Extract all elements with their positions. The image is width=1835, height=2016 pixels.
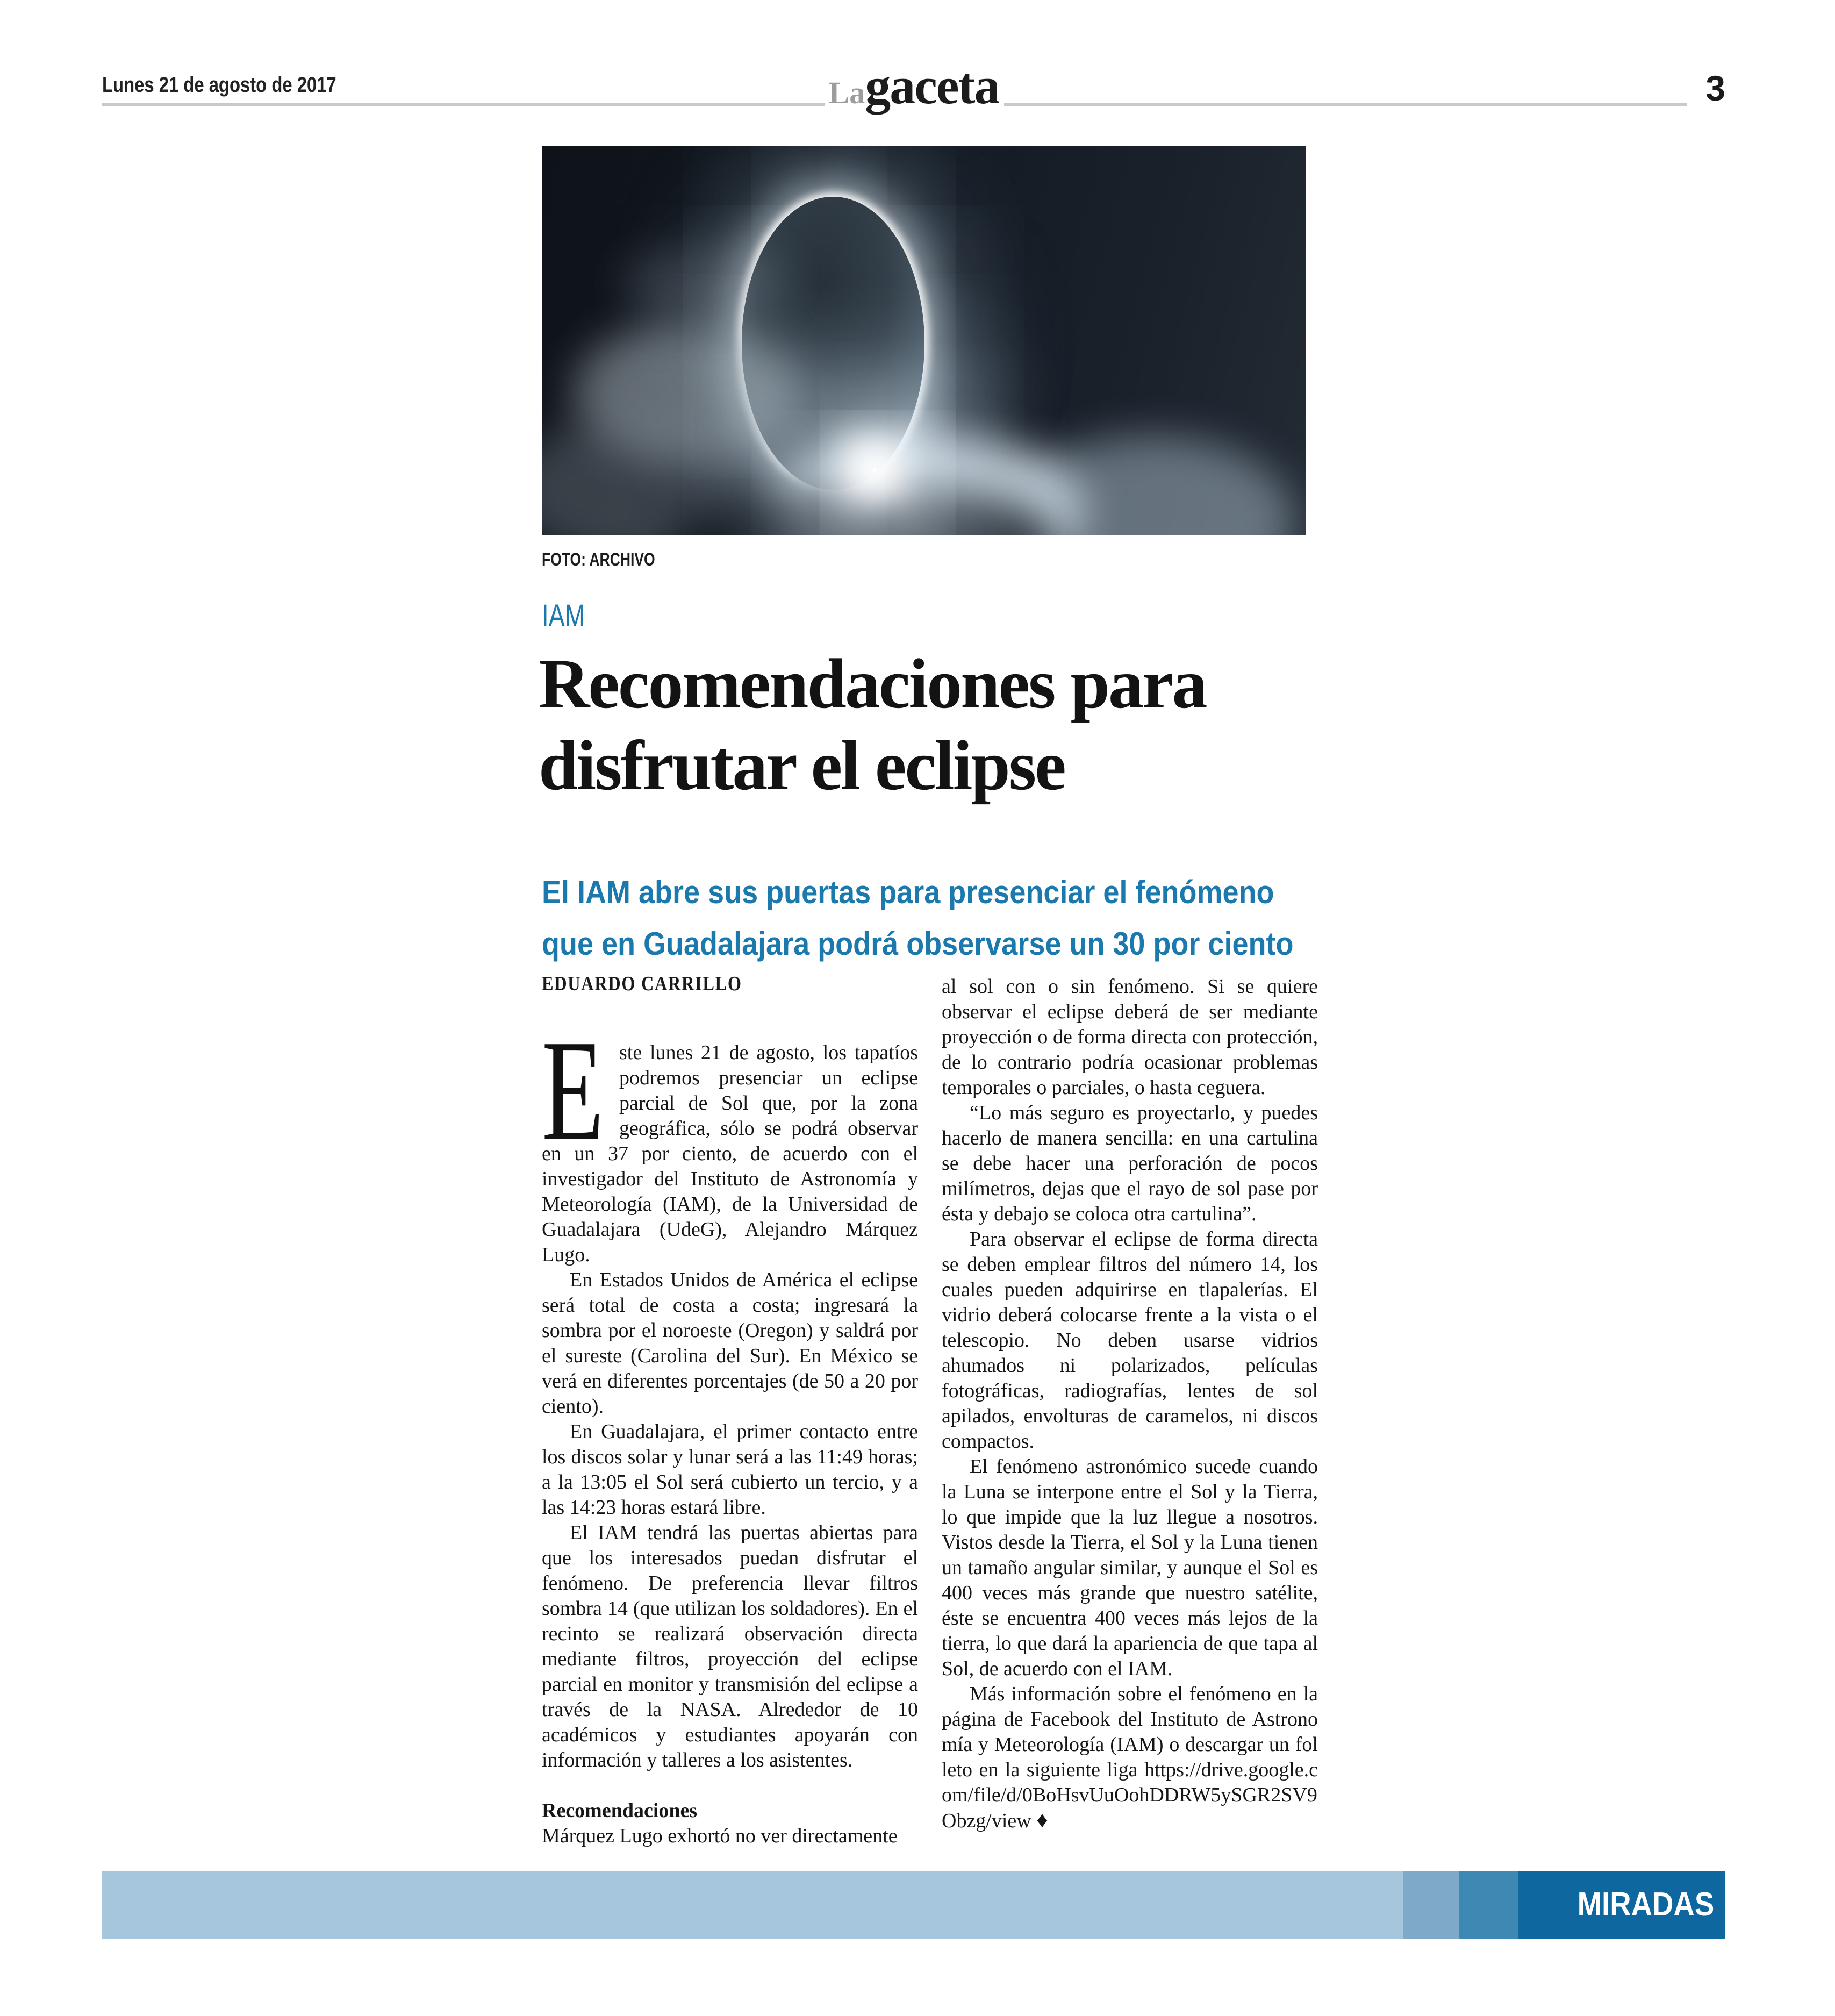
masthead-gaceta: gaceta bbox=[865, 57, 999, 115]
photo-caption-text: FOTO: ARCHIVO bbox=[542, 549, 655, 570]
body-paragraph: En Guadalajara, el primer contacto entre los discos solar y lunar será a las 11:49 horas; a la 13:05 el Sol será cubierto un tercio, y a las 14:23 horas estará libre. bbox=[542, 1420, 918, 1519]
article-headline bbox=[539, 643, 1345, 806]
section-bar-segment-medium-light bbox=[1403, 1871, 1459, 1939]
byline-text: EDUARDO CARRILLO bbox=[542, 973, 742, 995]
section-bar-segment-medium bbox=[1459, 1871, 1518, 1939]
headline-line-2: disfrutar el eclipse bbox=[539, 726, 1065, 805]
headline-line-1: Recomendaciones para bbox=[539, 644, 1206, 723]
body-paragraph bbox=[542, 1010, 918, 1268]
section-bar-segment-light bbox=[102, 1871, 1403, 1939]
masthead bbox=[806, 57, 1021, 127]
body-paragraph: El fenómeno astronómico sucede cuando la Luna se interpone entre el Sol y la Tierra, lo que impide que la luz llegue a nosotros. Vistos desde la Tierra, el Sol y la Luna tienen un tamaño angular similar, y aunque el Sol es 400 veces más grande que nuestro satélite, éste se encuentra 400 veces más lejos de la tierra, lo que dará la apariencia de que tapa al Sol, de acuerdo con el IAM. bbox=[942, 1455, 1318, 1680]
article-kicker-text: IAM bbox=[542, 598, 585, 633]
standfirst-line-1: El IAM abre sus puertas para presenciar el fenómeno bbox=[542, 874, 1274, 910]
column-subhead: Recomendaciones bbox=[542, 1799, 698, 1822]
drop-cap: E bbox=[542, 1010, 604, 1171]
article-end-mark: ♦ bbox=[1036, 1808, 1048, 1833]
issue-date bbox=[102, 73, 388, 97]
article-kicker bbox=[542, 598, 597, 634]
body-paragraph: Márquez Lugo exhortó no ver directamente bbox=[542, 1825, 898, 1847]
header-rule-right bbox=[1004, 103, 1687, 106]
cloud bbox=[1004, 436, 1294, 535]
body-paragraph: En Estados Unidos de América el eclipse será total de costa a costa; ingresará la sombra por el noroeste (Oregon) y saldrá por el sureste (Carolina del Sur). En México se verá en diferentes porcentajes (de 50 a 20 por ciento). bbox=[542, 1269, 918, 1418]
eclipse-photo bbox=[542, 146, 1306, 535]
body-column-2 bbox=[942, 974, 1318, 1834]
cloud bbox=[622, 248, 784, 318]
section-bar bbox=[102, 1871, 1725, 1939]
body-column-1 bbox=[542, 1010, 918, 1849]
section-bar-segment-dark bbox=[1518, 1871, 1725, 1939]
photo-caption bbox=[542, 549, 687, 570]
byline bbox=[542, 972, 777, 996]
body-paragraph: “Lo más seguro es proyectarlo, y puedes hacerlo de manera sencilla: en una cartulina se debe hacer una perforación de pocos milímetros, dejas que el rayo de sol pase por ésta y debajo se coloca otra cartulina”. bbox=[942, 1102, 1318, 1225]
paragraph-text: ste lunes 21 de agosto, los tapatíos podremos presenciar un eclipse parcial de Sol que, por la zona geográfica, sólo se podrá observar en un 37 por ciento, de acuerdo con el investigador del Instituto de Astronomía y Meteorología (IAM), de la Universidad de Guadalajara (UdeG), Alejandro Márquez Lugo. bbox=[542, 1041, 918, 1266]
paragraph-text: Más información sobre el fenómeno en la página de Facebook del Instituto de Astronomía y Meteorología (IAM) o descargar un folleto en la siguiente liga https://drive.google.com/file/d/0BoHsvUuOohDDRW5ySGR2SV9Obzg/view bbox=[942, 1683, 1318, 1832]
article-standfirst bbox=[542, 867, 1348, 970]
section-label: MIRADAS bbox=[1577, 1886, 1714, 1923]
diamond-ring-flare bbox=[872, 468, 877, 473]
body-paragraph bbox=[942, 1682, 1318, 1834]
standfirst-line-2: que en Guadalajara podrá observarse un 30 por ciento bbox=[542, 926, 1294, 962]
masthead-la: La bbox=[828, 75, 865, 110]
body-paragraph: Para observar el eclipse de forma directa se deben emplear filtros del número 14, los cuales pueden adquirirse en tlapalerías. El vidrio deberá colocarse frente a la vista o el telescopio. No deben usarse vidrios ahumados ni polarizados, películas fotográficas, radiografías, lentes de sol apilados, envolturas de caramelos, ni discos compactos. bbox=[942, 1228, 1318, 1453]
page-number: 3 bbox=[1705, 68, 1725, 108]
header-rule-left bbox=[102, 103, 825, 106]
body-paragraph: al sol con o sin fenómeno. Si se quiere observar el eclipse deberá de ser mediante proyección o de forma directa con protección, de lo contrario podría ocasionar problemas temporales o parciales, o hasta ceguera. bbox=[942, 975, 1318, 1099]
issue-date-text: Lunes 21 de agosto de 2017 bbox=[102, 73, 336, 97]
body-paragraph: El IAM tendrá las puertas abiertas para que los interesados puedan disfrutar el fenómeno. De preferencia llevar filtros sombra 14 (que utilizan los soldadores). En el recinto se realizará observación directa mediante filtros, proyección del eclipse parcial en monitor y transmisión del eclipse a través de la NASA. Alrededor de 10 académicos y estudiantes apoyarán con información y talleres a los asistentes. bbox=[542, 1521, 918, 1771]
